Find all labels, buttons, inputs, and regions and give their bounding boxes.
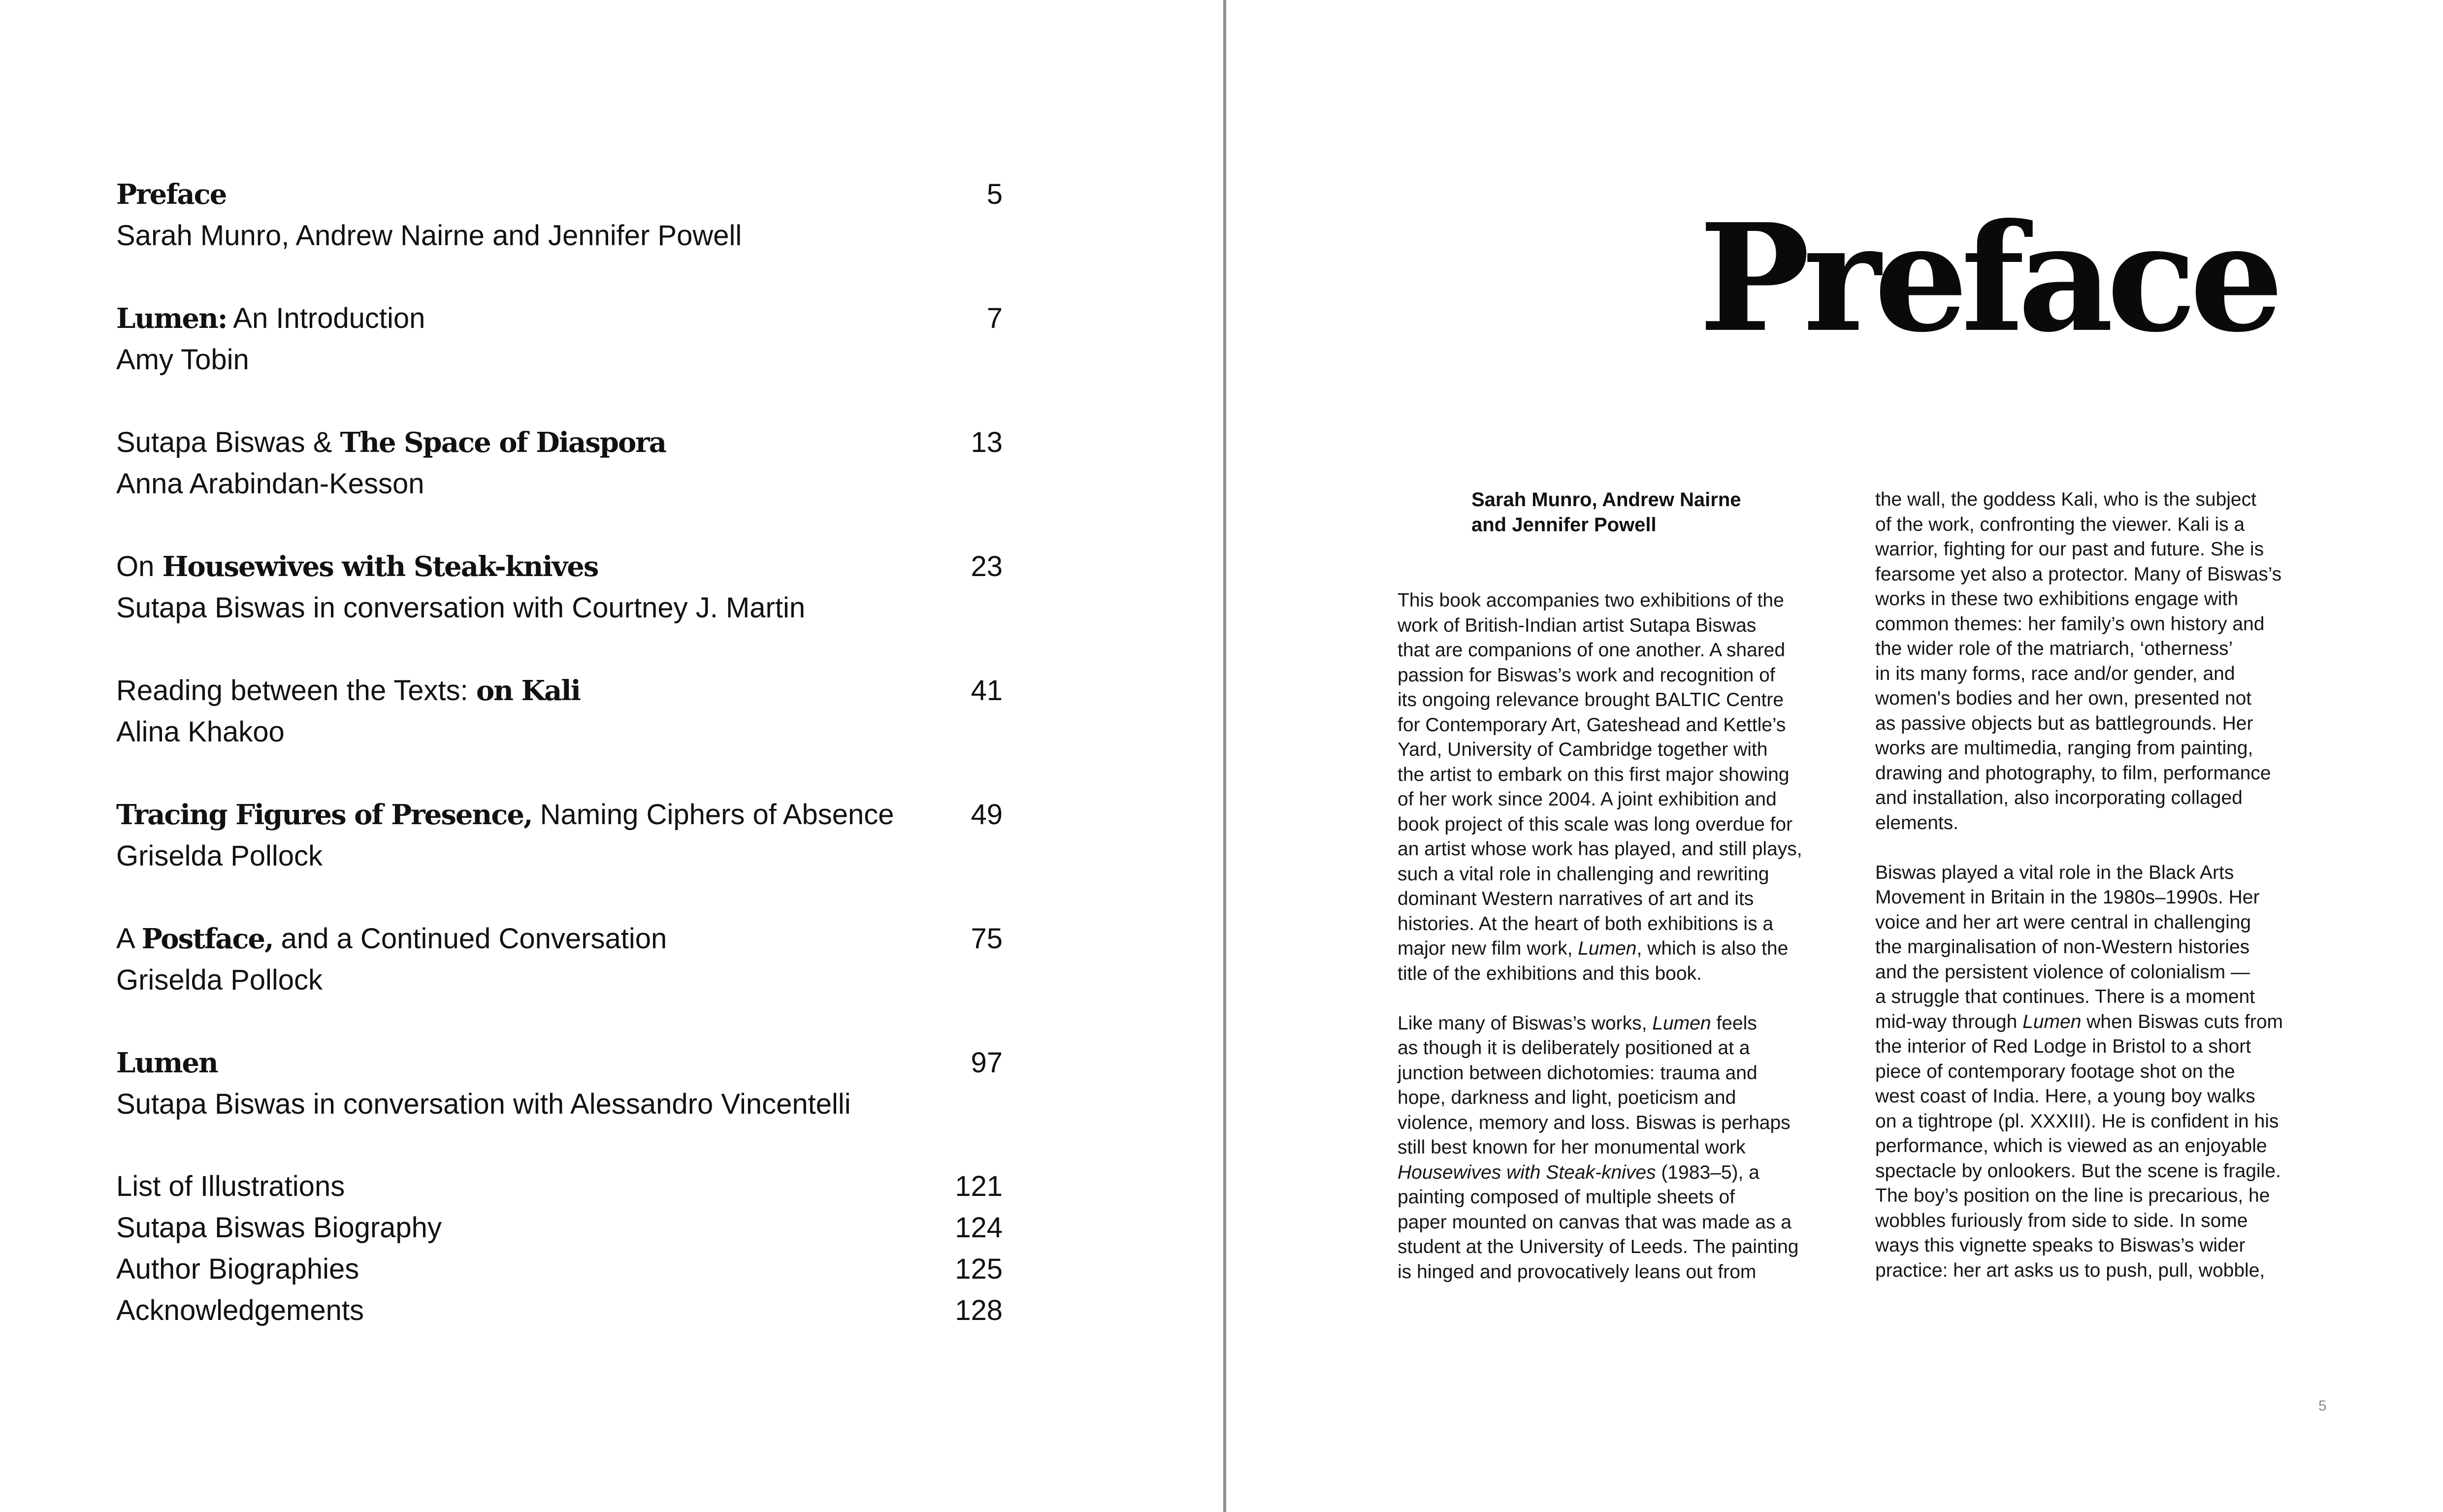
body-text: wobbles furiously from side to side. In some	[1875, 1210, 2248, 1231]
body-text: women's bodies and her own, presented not	[1875, 688, 2252, 709]
body-text: passion for Biswas’s work and recognition of	[1398, 664, 1775, 686]
italic-title-text: Lumen	[1652, 1012, 1711, 1034]
body-text-line	[1398, 1086, 1860, 1111]
body-text: of her work since 2004. A joint exhibition and	[1398, 789, 1777, 810]
body-text-line	[1875, 513, 2338, 538]
body-text: for Contemporary Art, Gateshead and Kettle’s	[1398, 714, 1786, 736]
toc-page-number: 23	[971, 550, 1003, 582]
toc-appendix-title: Author Biographies	[116, 1253, 359, 1285]
body-text: This book accompanies two exhibitions of the	[1398, 590, 1784, 611]
body-text: mid-way through	[1875, 1011, 2023, 1032]
body-text: the wider role of the matriarch, ‘otherness’	[1875, 638, 2233, 659]
body-text: ways this vignette speaks to Biswas’s wider	[1875, 1235, 2246, 1256]
body-text: painting composed of multiple sheets of	[1398, 1187, 1735, 1208]
toc-title-text: An Introduction	[227, 302, 425, 334]
body-text: the wall, the goddess Kali, who is the subject	[1875, 489, 2256, 510]
preface-column-right	[1875, 487, 2338, 1283]
body-text: and installation, also incorporating collaged	[1875, 787, 2243, 808]
body-text: , which is also the	[1636, 938, 1789, 959]
body-text: is hinged and provocatively leans out from	[1398, 1261, 1757, 1283]
body-text: spectacle by onlookers. But the scene is fragile.	[1875, 1160, 2281, 1182]
body-text: Movement in Britain in the 1980s–1990s. Her	[1875, 887, 2260, 908]
toc-title-display: Tracing Figures of Presence,	[116, 799, 532, 831]
body-text-line	[1398, 1111, 1860, 1136]
toc-page-number: 121	[955, 1170, 1003, 1202]
toc-page-number: 125	[955, 1253, 1003, 1285]
body-text-line	[1875, 985, 2338, 1010]
toc-entry-title	[116, 546, 598, 587]
toc-entry-byline: Anna Arabindan-Kesson	[116, 468, 424, 500]
body-text-line	[1875, 1134, 2338, 1159]
body-text-line	[1875, 1233, 2338, 1258]
body-text: warrior, fighting for our past and future. She is	[1875, 539, 2264, 560]
body-text-line	[1398, 912, 1860, 937]
body-text: common themes: her family’s own history and	[1875, 613, 2265, 635]
body-text: works in these two exhibitions engage with	[1875, 588, 2239, 610]
body-text-line	[1875, 1184, 2338, 1209]
page-number: 5	[2318, 1398, 2327, 1414]
toc-title-text: A	[116, 923, 142, 955]
body-text: Yard, University of Cambridge together with	[1398, 739, 1768, 760]
body-text: piece of contemporary footage shot on the	[1875, 1061, 2235, 1082]
body-text-line	[1875, 1159, 2338, 1184]
body-text: its ongoing relevance brought BALTIC Centre	[1398, 689, 1784, 710]
toc-page-number: 75	[971, 923, 1003, 955]
body-text-line	[1398, 862, 1860, 887]
body-text: drawing and photography, to film, performance	[1875, 762, 2271, 784]
body-text: and the persistent violence of colonialism —	[1875, 961, 2250, 983]
body-text: such a vital role in challenging and rewriting	[1398, 863, 1769, 885]
body-text-line	[1875, 885, 2338, 910]
body-text-line	[1398, 1260, 1860, 1285]
body-text: the interior of Red Lodge in Bristol to a short	[1875, 1036, 2251, 1057]
body-text-line	[1398, 1210, 1860, 1235]
page-gutter	[1223, 0, 1226, 1512]
body-text-line	[1875, 711, 2338, 737]
body-text: works are multimedia, ranging from painting,	[1875, 738, 2253, 759]
toc-appendix-title: Acknowledgements	[116, 1294, 364, 1326]
toc-appendix-item[interactable]	[116, 1166, 1003, 1207]
body-text: as though it is deliberately positioned at a	[1398, 1037, 1750, 1059]
toc-page-number: 7	[986, 302, 1003, 334]
toc-title-display: Preface	[116, 178, 227, 211]
paragraph-gap	[1398, 986, 1860, 1011]
body-text: The boy’s position on the line is precarious, he	[1875, 1185, 2270, 1206]
body-text-line	[1875, 487, 2338, 513]
toc-page-number: 5	[986, 178, 1003, 210]
toc-page-number: 97	[971, 1047, 1003, 1079]
body-text: student at the University of Leeds. The painting	[1398, 1236, 1799, 1257]
body-text-line	[1875, 1258, 2338, 1284]
toc-entry-title	[116, 298, 425, 339]
body-text: as passive objects but as battlegrounds. Her	[1875, 712, 2253, 734]
body-text-line	[1398, 936, 1860, 962]
body-text-line	[1875, 662, 2338, 687]
body-text: an artist whose work has played, and still plays,	[1398, 838, 1802, 860]
body-text-line	[1398, 1185, 1860, 1210]
body-text-line	[1875, 562, 2338, 587]
body-text-line	[1875, 587, 2338, 612]
author-line: and Jennifer Powell	[1471, 514, 1657, 536]
toc-title-display: The Space of Diaspora	[340, 426, 666, 459]
toc-title-display: Housewives with Steak-knives	[162, 550, 598, 583]
toc-page-number: 13	[971, 426, 1003, 458]
toc-entry-byline: Sarah Munro, Andrew Nairne and Jennifer Powell	[116, 220, 742, 252]
toc-entry-title	[116, 422, 666, 463]
body-text-line	[1398, 738, 1860, 763]
body-text: title of the exhibitions and this book.	[1398, 963, 1702, 984]
toc-entry-byline: Sutapa Biswas in conversation with Alessandro Vincentelli	[116, 1088, 851, 1120]
body-text: junction between dichotomies: trauma and	[1398, 1062, 1758, 1084]
toc-entry-byline: Sutapa Biswas in conversation with Courtney J. Martin	[116, 592, 806, 624]
toc-entry-title	[116, 1042, 218, 1084]
body-text-line	[1398, 713, 1860, 738]
body-text-line	[1398, 763, 1860, 788]
body-text: the artist to embark on this first major showing	[1398, 764, 1790, 785]
body-text: hope, darkness and light, poeticism and	[1398, 1087, 1736, 1108]
body-text-line	[1875, 861, 2338, 886]
body-text-line	[1398, 887, 1860, 912]
toc-entry-byline: Alina Khakoo	[116, 716, 285, 748]
body-text-line	[1398, 1160, 1860, 1186]
body-text-line	[1398, 837, 1860, 862]
body-text: in its many forms, race and/or gender, and	[1875, 663, 2235, 684]
body-text: on a tightrope (pl. XXXIII). He is confident in his	[1875, 1110, 2279, 1132]
toc-page-number: 41	[971, 675, 1003, 707]
body-text-line	[1398, 688, 1860, 713]
paragraph-gap	[1875, 836, 2338, 861]
toc-entry-title	[116, 918, 667, 960]
toc-entry-byline: Griselda Pollock	[116, 964, 323, 996]
preface-authors	[1471, 487, 1741, 537]
toc-appendix-item[interactable]	[116, 1249, 1003, 1290]
body-text-line	[1875, 960, 2338, 985]
toc-title-display: Postface,	[141, 923, 273, 955]
body-text-line	[1398, 1011, 1860, 1036]
body-text: voice and her art were central in challenging	[1875, 911, 2251, 933]
body-text-line	[1398, 962, 1860, 987]
body-text-line	[1875, 811, 2338, 836]
body-text-line	[1398, 1061, 1860, 1086]
body-text: that are companions of one another. A shared	[1398, 640, 1786, 661]
body-text-line	[1875, 612, 2338, 637]
body-text: performance, which is viewed as an enjoyable	[1875, 1135, 2267, 1157]
body-text-line	[1875, 736, 2338, 761]
body-text-line	[1875, 1209, 2338, 1234]
body-text-line	[1398, 638, 1860, 663]
toc-appendix-title: Sutapa Biswas Biography	[116, 1212, 442, 1244]
body-text: violence, memory and loss. Biswas is perhaps	[1398, 1112, 1791, 1133]
toc-title-text: and a Continued Conversation	[273, 923, 667, 955]
body-text: book project of this scale was long overdue for	[1398, 813, 1793, 835]
body-text-line	[1398, 663, 1860, 688]
toc-appendix-item[interactable]	[116, 1207, 1003, 1249]
body-text: Like many of Biswas’s works,	[1398, 1012, 1653, 1034]
toc-entry-byline: Griselda Pollock	[116, 840, 323, 872]
toc-entry-title	[116, 174, 226, 215]
toc-title-text: On	[116, 550, 163, 582]
body-text: (1983–5), a	[1656, 1161, 1759, 1183]
italic-title-text: Lumen	[1578, 938, 1637, 959]
body-text: dominant Western narratives of art and its	[1398, 888, 1754, 909]
body-text-line	[1875, 935, 2338, 960]
body-text: histories. At the heart of both exhibitions is a	[1398, 913, 1774, 934]
toc-page-number: 49	[971, 799, 1003, 831]
toc-title-text: Reading between the Texts:	[116, 675, 476, 707]
body-text-line	[1398, 1235, 1860, 1260]
toc-page-number: 128	[955, 1294, 1003, 1326]
toc-entry-title	[116, 794, 894, 836]
body-text-line	[1398, 613, 1860, 639]
body-text: elements.	[1875, 812, 1959, 834]
body-text-line	[1398, 812, 1860, 837]
toc-appendix-title: List of Illustrations	[116, 1170, 345, 1202]
body-text-line	[1398, 588, 1860, 613]
body-text-line	[1875, 1060, 2338, 1085]
body-text: work of British-Indian artist Sutapa Biswas	[1398, 614, 1757, 636]
body-text: a struggle that continues. There is a moment	[1875, 986, 2255, 1007]
body-text: fearsome yet also a protector. Many of Biswas’s	[1875, 563, 2282, 585]
body-text-line	[1875, 1034, 2338, 1060]
toc-title-text: Sutapa Biswas &	[116, 426, 340, 458]
preface-column-left	[1398, 588, 1860, 1285]
body-text: west coast of India. Here, a young boy walks	[1875, 1086, 2255, 1107]
body-text: of the work, confronting the viewer. Kali is a	[1875, 514, 2245, 535]
body-text: Biswas played a vital role in the Black Arts	[1875, 862, 2234, 883]
body-text-line	[1398, 787, 1860, 812]
toc-entry-title	[116, 670, 580, 711]
toc-title-display: Lumen	[116, 1047, 218, 1079]
toc-title-text: Naming Ciphers of Absence	[532, 799, 894, 831]
italic-title-text: Housewives with Steak-knives	[1398, 1161, 1656, 1183]
body-text-line	[1398, 1135, 1860, 1160]
body-text-line	[1875, 761, 2338, 786]
author-line: Sarah Munro, Andrew Nairne	[1471, 489, 1741, 511]
body-text-line	[1398, 1036, 1860, 1061]
body-text: feels	[1711, 1012, 1757, 1034]
preface-title: Preface	[1699, 191, 2277, 365]
toc-title-display: Lumen:	[116, 302, 227, 335]
body-text: practice: her art asks us to push, pull, wobble,	[1875, 1259, 2265, 1281]
toc-entry-byline: Amy Tobin	[116, 344, 249, 376]
body-text-line	[1875, 686, 2338, 711]
body-text-line	[1875, 910, 2338, 935]
toc-title-display: on Kali	[476, 675, 580, 707]
body-text: still best known for her monumental work	[1398, 1137, 1746, 1158]
body-text-line	[1875, 1084, 2338, 1109]
toc-appendix-item[interactable]	[116, 1290, 1003, 1331]
body-text: the marginalisation of non-Western histories	[1875, 936, 2250, 958]
toc-page-number: 124	[955, 1212, 1003, 1244]
body-text-line	[1875, 786, 2338, 811]
italic-title-text: Lumen	[2022, 1011, 2082, 1032]
body-text-line	[1875, 1010, 2338, 1035]
body-text-line	[1875, 1109, 2338, 1134]
body-text: when Biswas cuts from	[2081, 1011, 2283, 1032]
body-text-line	[1875, 637, 2338, 662]
body-text-line	[1875, 537, 2338, 562]
body-text: paper mounted on canvas that was made as a	[1398, 1211, 1792, 1233]
body-text: major new film work,	[1398, 938, 1578, 959]
